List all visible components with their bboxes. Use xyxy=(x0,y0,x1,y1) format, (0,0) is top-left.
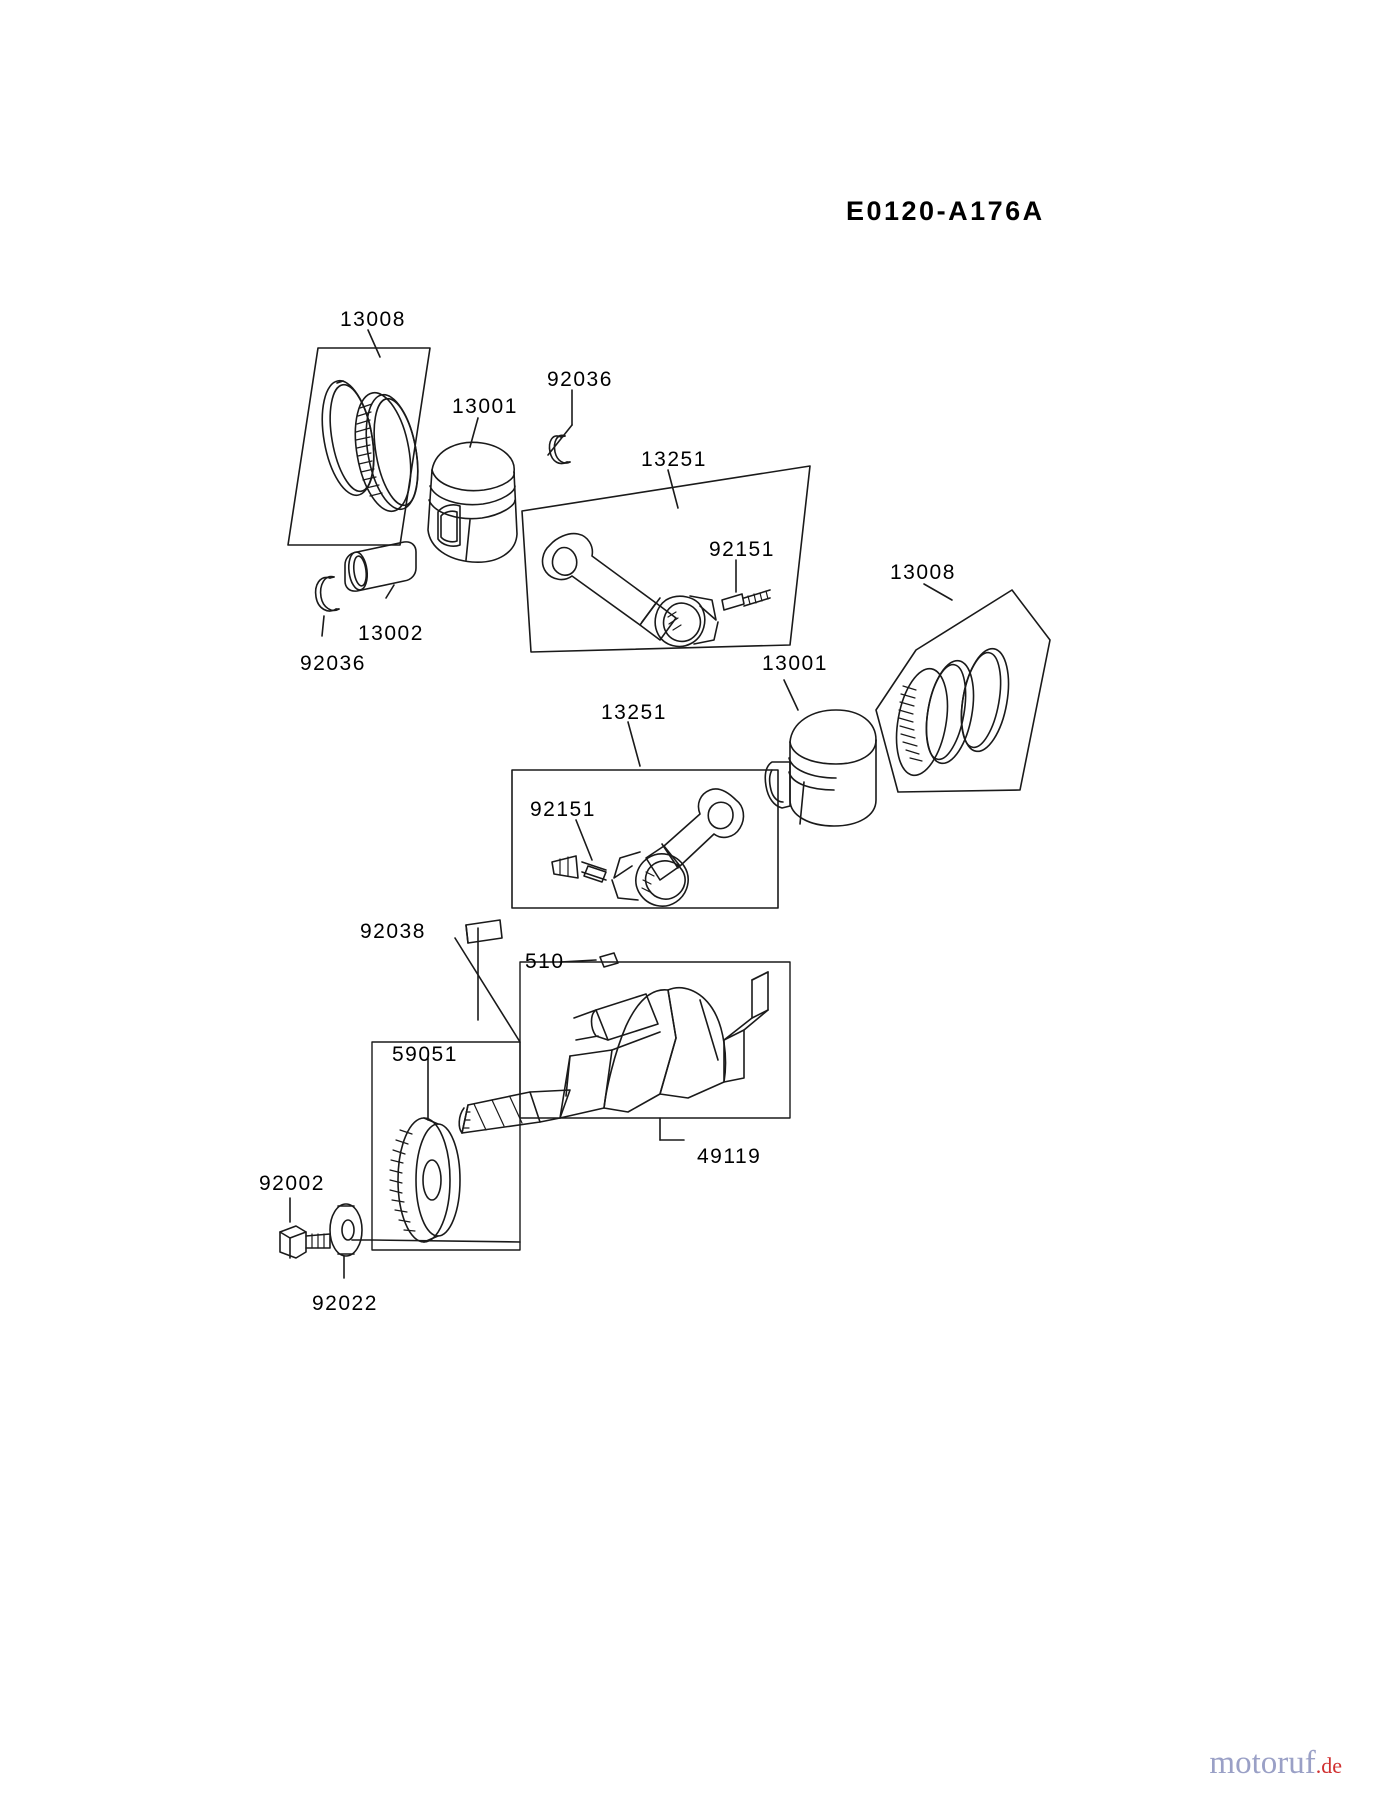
crankshaft-box xyxy=(372,920,790,1250)
part-label-92036-top: 92036 xyxy=(547,368,613,391)
watermark-tld: .de xyxy=(1315,1753,1342,1778)
ring-set-box-top xyxy=(288,330,430,545)
part-label-13008-right: 13008 xyxy=(890,561,956,584)
part-label-13001-right: 13001 xyxy=(762,652,828,675)
watermark-text: motoruf xyxy=(1209,1745,1316,1781)
part-label-92002: 92002 xyxy=(259,1172,325,1195)
part-label-13002: 13002 xyxy=(358,622,424,645)
piston-right xyxy=(765,680,876,826)
part-label-92036-left: 92036 xyxy=(300,652,366,675)
watermark xyxy=(1209,1745,1342,1782)
part-label-510: 510 xyxy=(525,950,565,973)
gear xyxy=(390,1058,460,1242)
part-label-59051: 59051 xyxy=(392,1043,458,1066)
diagram-code: E0120-A176A xyxy=(846,196,1045,226)
part-label-13001-top: 13001 xyxy=(452,395,518,418)
part-label-13008-top: 13008 xyxy=(340,308,406,331)
piston-pin xyxy=(345,542,416,598)
part-label-92151-mid: 92151 xyxy=(530,798,596,821)
part-label-13251-top: 13251 xyxy=(641,448,707,471)
piston-top xyxy=(428,418,517,562)
part-label-92022: 92022 xyxy=(312,1292,378,1315)
part-label-92038: 92038 xyxy=(360,920,426,943)
snap-ring-left xyxy=(316,577,339,636)
ring-set-box-right xyxy=(876,584,1050,792)
washer xyxy=(330,1204,362,1278)
snap-ring-top xyxy=(548,390,572,464)
part-label-49119: 49119 xyxy=(697,1145,762,1168)
part-label-13251-mid: 13251 xyxy=(601,701,667,724)
part-label-92151-top: 92151 xyxy=(709,538,775,561)
bolt xyxy=(280,1198,330,1258)
